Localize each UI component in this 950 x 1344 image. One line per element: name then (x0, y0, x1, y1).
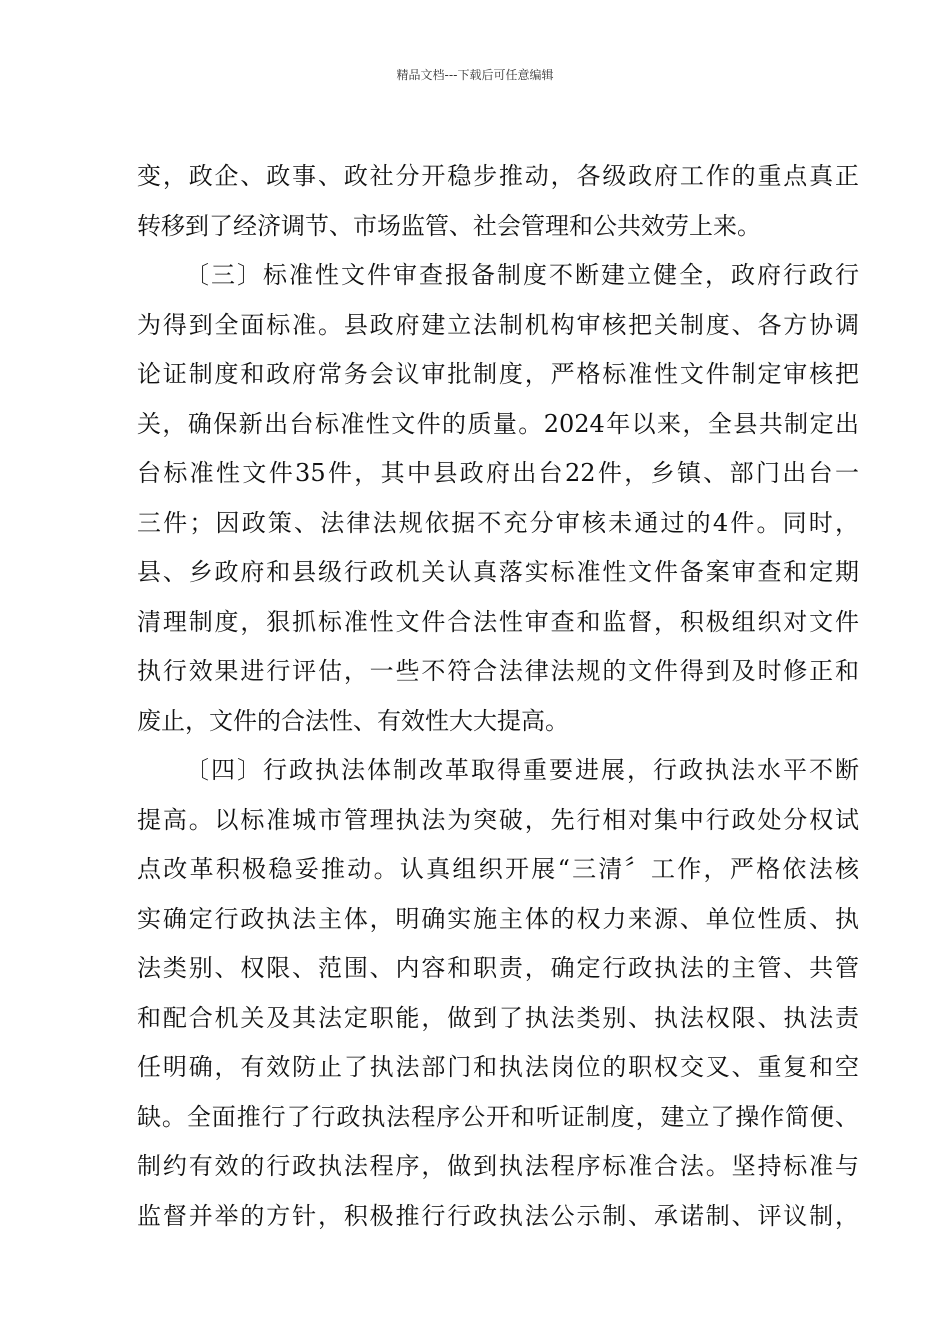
paragraph-section-4 (137, 746, 859, 1241)
text-line: 任明确，有效防止了执法部门和执法岗位的职权交叉、重复和空 (137, 1053, 859, 1081)
text-line: 废止，文件的合法性、有效性大大提高。 (137, 706, 569, 735)
text-line: 为得到全面标准。县政府建立法制机构审核把关制度、各方协调 (137, 310, 859, 339)
page-header: 精品文档---下载后可任意编辑 (396, 68, 554, 82)
text-line: 制约有效的行政执法程序，做到执法程序标准合法。坚持标准与 (137, 1152, 859, 1180)
text-line: 和配合机关及其法定职能，做到了执法类别、执法权限、执法责 (137, 1003, 859, 1032)
text-line: 县、乡政府和县级行政机关认真落实标准性文件备案审查和定期 (137, 558, 859, 586)
paragraph-section-3 (137, 251, 859, 746)
text-line: 缺。全面推行了行政执法程序公开和听证制度，建立了操作简便、 (137, 1102, 859, 1131)
text-line: 清理制度，狠抓标准性文件合法性审查和监督，积极组织对文件 (137, 607, 859, 636)
text-line: 实确定行政执法主体，明确实施主体的权力来源、单位性质、执 (137, 904, 859, 933)
text-line: 台标准性文件35件，其中县政府出台22件，乡镇、部门出台一 (137, 459, 859, 487)
document-body (137, 152, 859, 1241)
text-line: 监督并举的方针，积极推行行政执法公示制、承诺制、评议制， (137, 1201, 859, 1230)
text-line: 〔四〕行政执法体制改革取得重要进展，行政执法水平不断 (185, 756, 859, 784)
text-line: 论证制度和政府常务会议审批制度，严格标准性文件制定审核把 (137, 360, 859, 388)
text-line: 法类别、权限、范围、内容和职责，确定行政执法的主管、共管 (137, 954, 859, 982)
paragraph-continuation (137, 152, 859, 251)
text-line: 〔三〕标准性文件审查报备制度不断建立健全，政府行政行 (185, 261, 859, 289)
text-line: 点改革积极稳妥推动。认真组织开展“三清〞工作，严格依法核 (137, 855, 859, 883)
text-line: 三件；因政策、法律法规依据不充分审核未通过的4件。同时， (137, 508, 859, 537)
text-line: 变，政企、政事、政社分开稳步推动，各级政府工作的重点真正 (137, 162, 859, 190)
text-line: 关，确保新出台标准性文件的质量。2024年以来，全县共制定出 (137, 409, 859, 438)
text-line: 执行效果进行评估，一些不符合法律法规的文件得到及时修正和 (137, 657, 859, 685)
text-line: 转移到了经济调节、市场监管、社会管理和公共效劳上来。 (137, 211, 761, 240)
text-line: 提高。以标准城市管理执法为突破，先行相对集中行政处分权试 (137, 805, 859, 834)
